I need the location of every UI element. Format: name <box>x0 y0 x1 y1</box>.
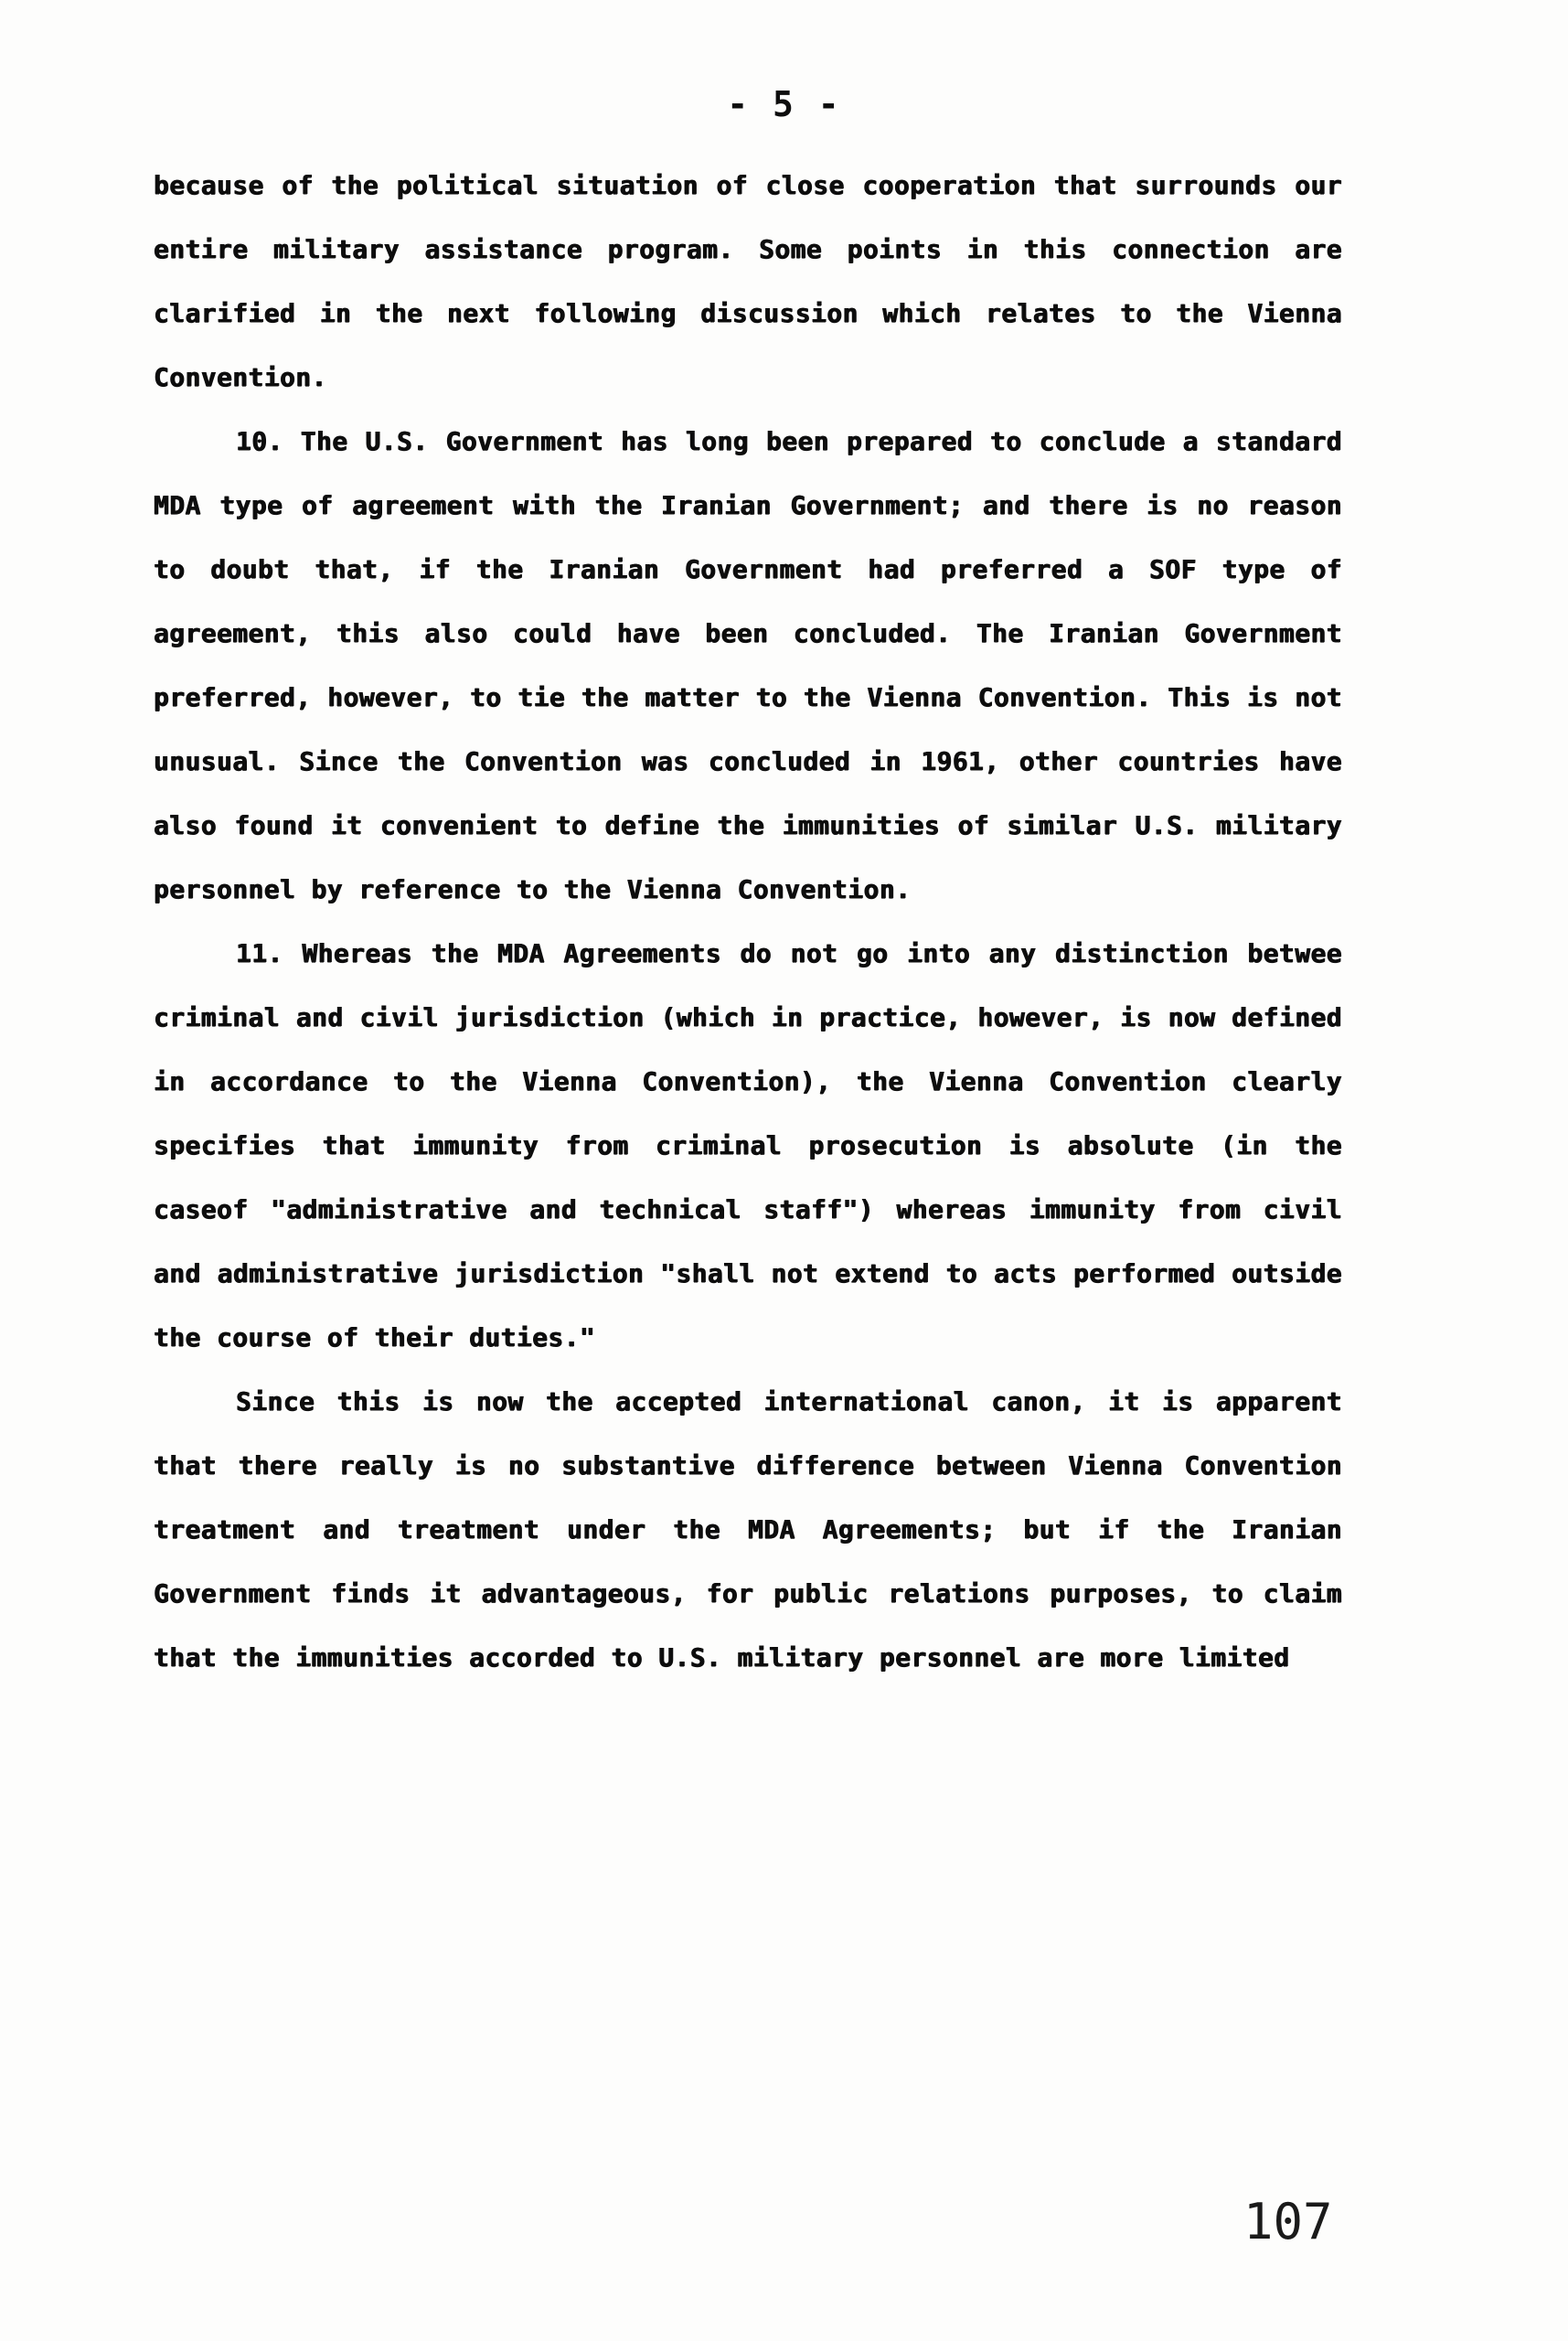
paragraph-text: because of the political situation of close cooperation that surrounds our entire military assistance program. Some points in this connection are clarified in the next following discussion which relates to the Vienna Convention. <box>154 170 1342 392</box>
paragraph-text: 10. The U.S. Government has long been prepared to conclude a standard MDA type of agreement with the Iranian Government; and there is no reason to doubt that, if the Iranian Government had preferred a SOF type of agreement, this also could have been concluded. The Iranian Government preferred, however, to tie the matter to the Vienna Convention. This is not unusual. Since the Convention was concluded in 1961, other countries have also found it convenient to define the immunities of similar U.S. military personnel by reference to the Vienna Convention. <box>154 426 1342 904</box>
document-body <box>154 154 1342 1690</box>
paragraph-continuation <box>154 154 1342 410</box>
paragraph-text: 11. Whereas the MDA Agreements do not go into any distinction betwee criminal and civil jurisdiction (which in practice, however, is now defined in accordance to the Vienna Convention), the Vienna Convention clearly specifies that immunity from criminal prosecution is absolute (in the caseof "administrative and technical staff") whereas immunity from civil and administrative jurisdiction "shall not extend to acts performed outside the course of their duties." <box>154 938 1342 1352</box>
page-number: 107 <box>1243 2193 1333 2250</box>
paragraph-text: Since this is now the accepted international canon, it is apparent that there really is no substantive difference between Vienna Convention treatment and treatment under the MDA Agreements; but if the Iranian Government finds it advantageous, for public relations purposes, to claim that the immunities accorded to U.S. military personnel are more limited <box>154 1386 1342 1673</box>
paragraph-11-continued <box>154 1370 1342 1690</box>
page-marker: - 5 - <box>727 84 841 124</box>
paragraph-11 <box>154 922 1342 1370</box>
paragraph-10 <box>154 410 1342 922</box>
